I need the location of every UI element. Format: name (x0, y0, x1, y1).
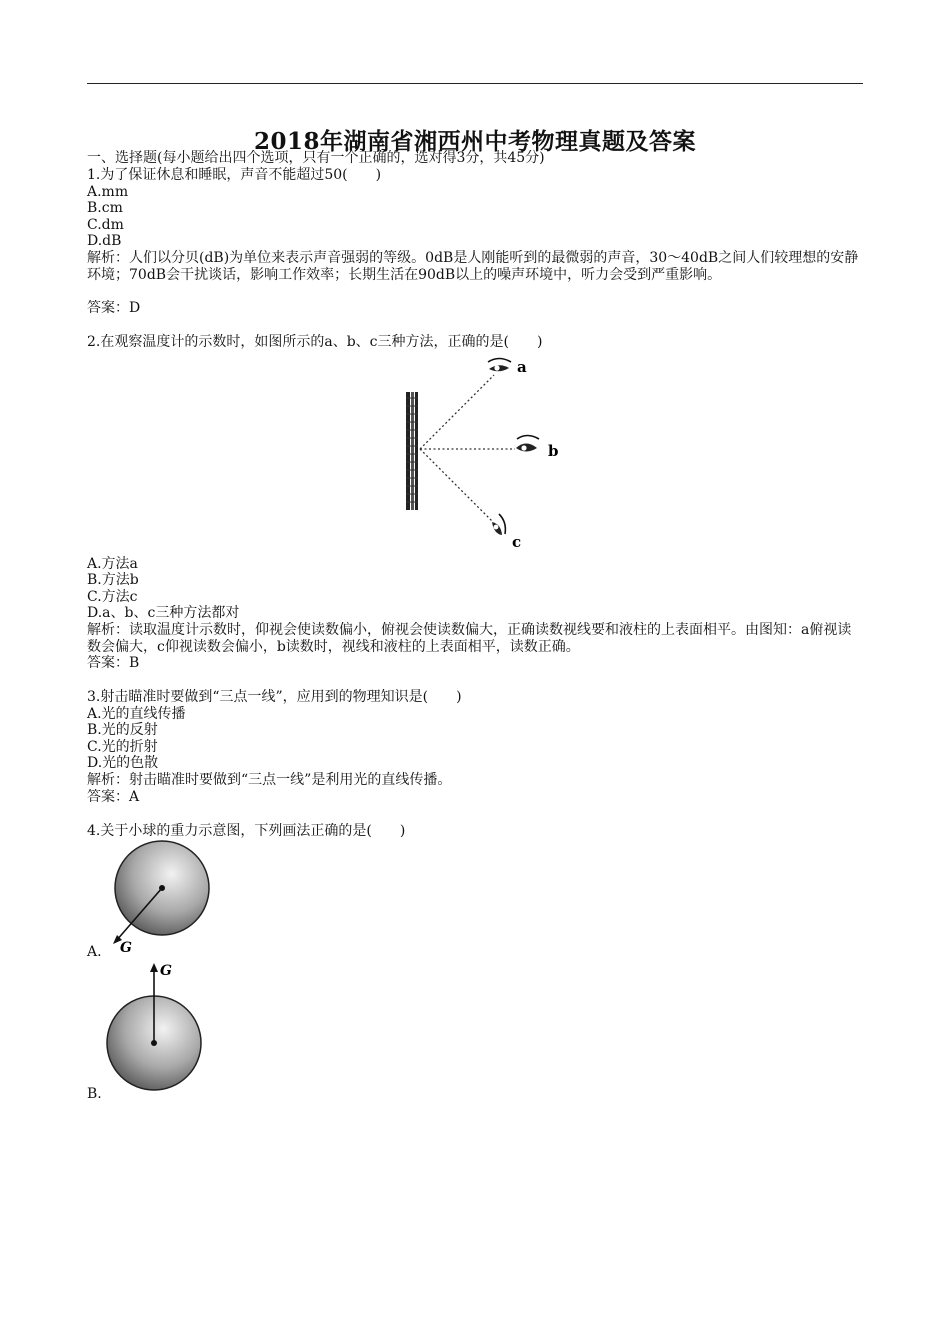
sightline-c (420, 449, 493, 522)
q4-option-b: B. (87, 1086, 102, 1102)
q2-analysis: 解析：读取温度计示数时，仰视会使读数偏小，俯视会使读数偏大，正确读数视线要和液柱的上表面相平。由图知：a俯视读数会偏大，c仰视读数会偏小，b读数时，视线和液柱的上表面相平，读数正确。 (87, 622, 852, 655)
header-rule (87, 83, 863, 84)
arrow-head (150, 963, 158, 972)
thermometer (406, 392, 418, 510)
q1-answer: 答案：D (87, 300, 141, 316)
force-label-g: G (160, 963, 172, 979)
q4-option-a: A. (87, 944, 102, 960)
q3-analysis: 解析：射击瞄准时要做到“三点一线”是利用光的直线传播。 (87, 772, 452, 788)
label-c: c (512, 533, 522, 551)
section-heading: 一、选择题(每小题给出四个选项，只有一个正确的，选对得3分，共45分) (87, 150, 545, 166)
sightline-a (420, 375, 494, 449)
q1-analysis: 解析：人们以分贝(dB)为单位来表示声音强弱的等级。0dB是人刚能听到的最微弱的声音，30～40dB之间人们较理想的安静环境；70dB会干扰谈话，影响工作效率；长期生活在90dB以上的噪声环境中，听力会受到严重影响。 (87, 250, 859, 283)
q3-answer: 答案：A (87, 789, 140, 805)
q3-stem: 3.射击瞄准时要做到“三点一线”，应用到的物理知识是( ) (87, 689, 462, 705)
q1-option-d: D.dB (87, 233, 122, 249)
q1-option-a: A.mm (87, 184, 129, 200)
q1-stem: 1.为了保证休息和睡眠，声音不能超过50( ) (87, 167, 382, 183)
label-a: a (517, 358, 527, 376)
label-b: b (548, 442, 559, 460)
force-label-g: G (120, 940, 132, 955)
eye-a-icon (488, 359, 511, 372)
q1-option-c: C.dm (87, 217, 124, 233)
q4-stem: 4.关于小球的重力示意图，下列画法正确的是( ) (87, 823, 406, 839)
q3-option-c: C.光的折射 (87, 739, 158, 755)
q2-option-c: C.方法c (87, 589, 138, 605)
q3-option-a: A.光的直线传播 (87, 706, 186, 722)
q2-answer: 答案：B (87, 655, 140, 671)
q2-option-d: D.a、b、c三种方法都对 (87, 605, 240, 621)
eye-c-icon (492, 514, 505, 535)
q2-stem: 2.在观察温度计的示数时，如图所示的a、b、c三种方法，正确的是( ) (87, 334, 543, 350)
q2-option-a: A.方法a (87, 556, 138, 572)
ball-figure-a (102, 840, 222, 955)
q3-option-b: B.光的反射 (87, 722, 158, 738)
page-title: 2018年湖南省湘西州中考物理真题及答案 (253, 128, 696, 155)
thermometer-figure (395, 352, 575, 557)
q2-option-b: B.方法b (87, 572, 139, 588)
ball-figure-b (100, 958, 220, 1093)
q1-option-b: B.cm (87, 200, 123, 216)
eye-b-icon (516, 436, 539, 452)
q3-option-d: D.光的色散 (87, 755, 159, 771)
